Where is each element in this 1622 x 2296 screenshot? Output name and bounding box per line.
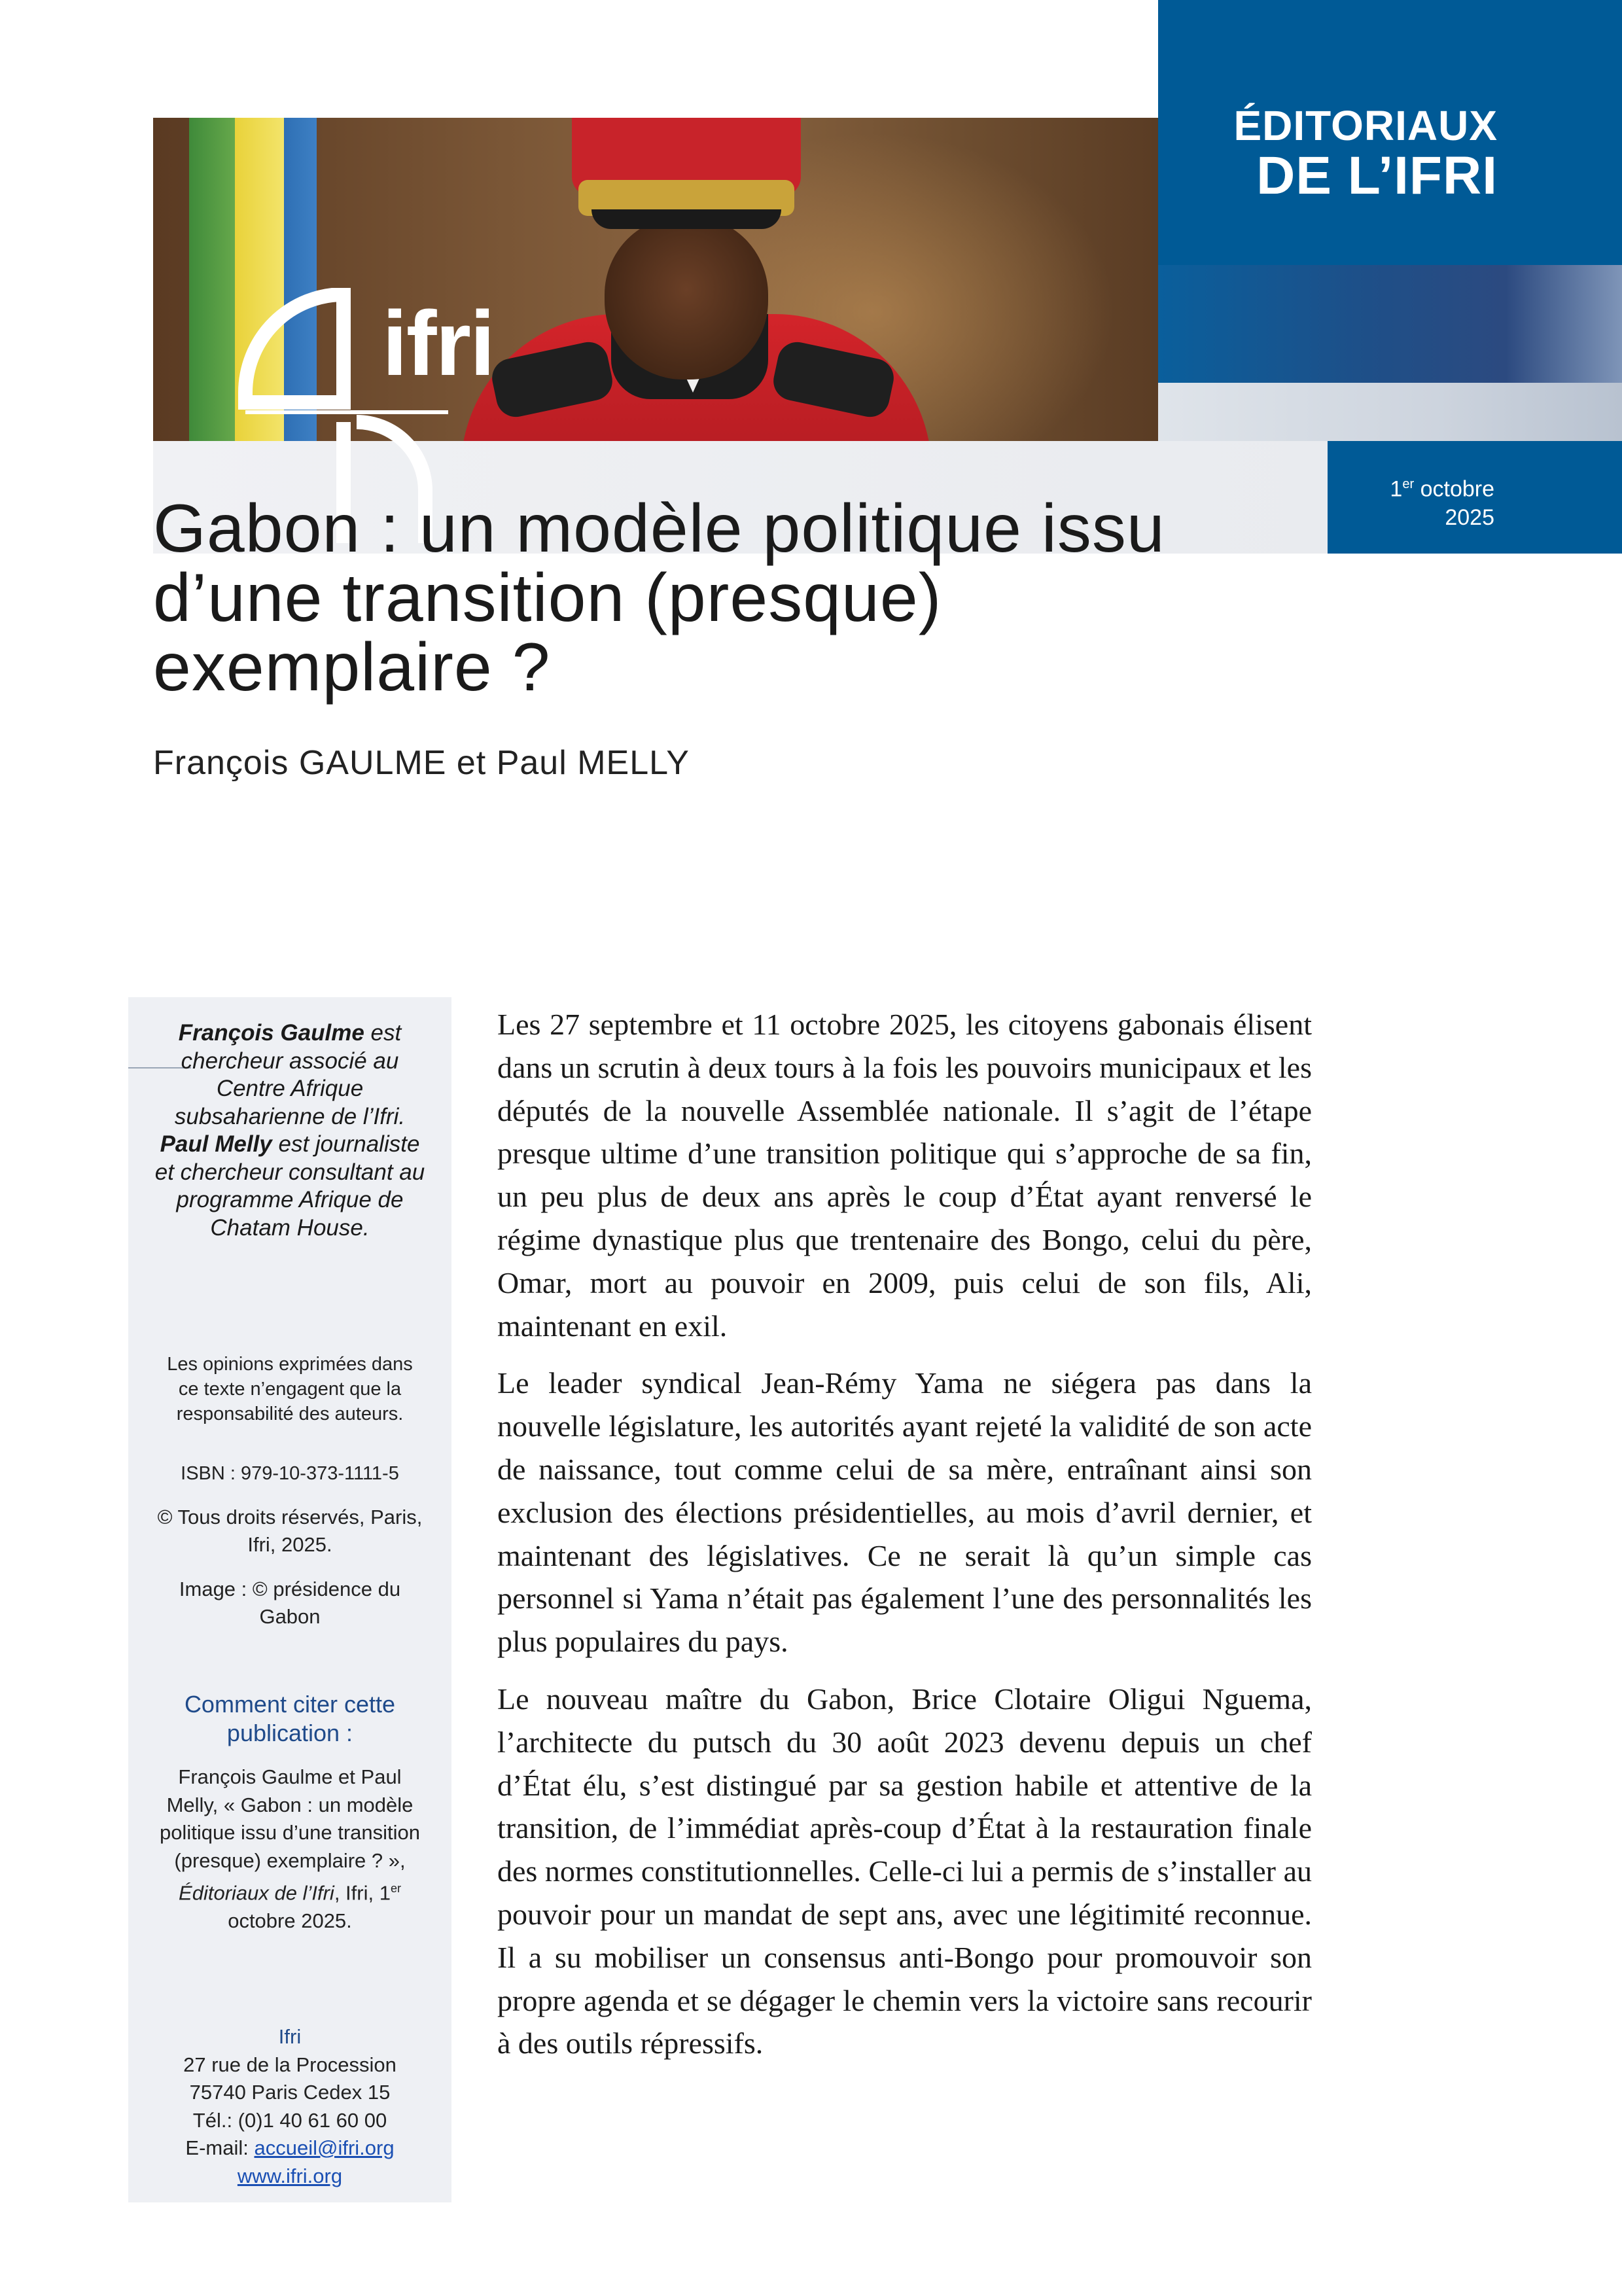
citation-part: octobre 2025. — [228, 1909, 352, 1932]
series-banner-gradient — [1158, 265, 1622, 383]
series-title-line1: ÉDITORIAUX — [1233, 102, 1498, 149]
address-city: 75740 Paris Cedex 15 — [189, 2081, 391, 2104]
citation-series: Éditoriaux de l’Ifri — [179, 1881, 334, 1905]
series-banner-fade — [1158, 383, 1622, 441]
flag-stripe-green — [189, 118, 235, 441]
author-bio-text: est journaliste et chercheur consultant au programme Afrique de Chatam House. — [154, 1131, 425, 1241]
disclaimer: Les opinions exprimées dans ce texte n’engagent que la responsabilité des auteurs. — [167, 1354, 413, 1424]
address-email-label: E-mail: — [185, 2136, 255, 2159]
email-link[interactable]: accueil@ifri.org — [254, 2136, 395, 2159]
article-authors: François GAULME et Paul MELLY — [153, 744, 690, 782]
article-body — [497, 1003, 1312, 2079]
date-year: 2025 — [1445, 505, 1494, 531]
author-bio-text: est chercheur associé au Centre Afrique subsaharienne de l’Ifri. — [174, 1020, 406, 1129]
publication-date — [1298, 470, 1494, 532]
author-name: François Gaulme — [178, 1020, 364, 1046]
portrait-face — [605, 216, 768, 380]
title-line: exemplaire ? — [153, 629, 551, 705]
citation-sup: er — [390, 1882, 401, 1895]
body-paragraph: Le leader syndical Jean-Rémy Yama ne siégera pas dans la nouvelle législature, les autorités ayant rejeté la validité de son acte de naissance, tout comme celui de sa mère, entraînant ainsi son exclusion des élections présidentielles, au mois d’avril dernier, et maintenant des législatives. Ce ne serait là qu’un simple cas personnel si Yama n’était pas également l’une des personnalités les plus populaires du pays. — [497, 1366, 1312, 1659]
address-phone: Tél.: (0)1 40 61 60 00 — [192, 2108, 387, 2132]
isbn: ISBN : 979-10-373-1111-5 — [181, 1463, 399, 1484]
website-link[interactable]: www.ifri.org — [237, 2164, 343, 2187]
body-paragraph: Les 27 septembre et 11 octobre 2025, les citoyens gabonais élisent dans un scrutin à deux tours à la fois les pouvoirs municipaux et les députés de la nouvelle Assemblée nationale. Il s’agit de l’étape presque ultime d’une transition politique qui s’approche de sa fin, un peu plus de deux ans après le coup d’État ayant renversé le régime dynastique plus que trentenaire des Bongo, celui du père, Omar, mort au pouvoir en 2009, puis celui de son fils, Ali, maintenant en exil. — [497, 1008, 1312, 1343]
date-day: 1 — [1390, 476, 1403, 502]
series-title-line2: DE L’IFRI — [1256, 146, 1498, 205]
ifri-logo-text: ifri — [382, 292, 494, 395]
title-line: d’une transition (presque) — [153, 560, 942, 636]
series-title — [1157, 102, 1498, 205]
article-title — [153, 491, 1278, 705]
citation-part: , Ifri, 1 — [334, 1881, 391, 1905]
author-bio — [154, 1019, 425, 1242]
image-credit: Image : © présidence du Gabon — [179, 1578, 401, 1628]
address-street: 27 rue de la Procession — [183, 2053, 397, 2076]
citation-part: François Gaulme et Paul Melly, « Gabon : un modèle politique issu d’une transition (presque) exemplaire ? », — [159, 1765, 421, 1872]
date-month: octobre — [1414, 476, 1494, 502]
date-day-suffix: er — [1402, 477, 1415, 491]
body-paragraph: Le nouveau maître du Gabon, Brice Clotaire Oligui Nguema, l’architecte du putsch du 30 août 2023 devenu depuis un chef d’État élu, s’est distingué par sa gestion habile et attentive de la transition, de l’immédiat après-coup d’État à la restauration finale des normes constitutionnelles. Celle-ci lui a permis de s’installer au pouvoir pour un mandat de sept ans, avec une légitimité reconnue. Il a su mobiliser un consensus anti-Bongo pour promouvoir son propre agenda et se dégager le chemin vers la victoire sans recourir à des outils répressifs. — [497, 1682, 1312, 2060]
copyright: © Tous droits réservés, Paris, Ifri, 2025. — [157, 1506, 423, 1556]
citation-heading: Comment citer cette publication : — [184, 1691, 396, 1746]
cap-visor — [591, 209, 781, 229]
contact-address — [154, 2023, 425, 2190]
address-org: Ifri — [278, 2025, 302, 2048]
citation-text — [154, 1763, 425, 1935]
author-name: Paul Melly — [160, 1131, 272, 1157]
title-line: Gabon : un modèle politique issu — [153, 491, 1165, 567]
